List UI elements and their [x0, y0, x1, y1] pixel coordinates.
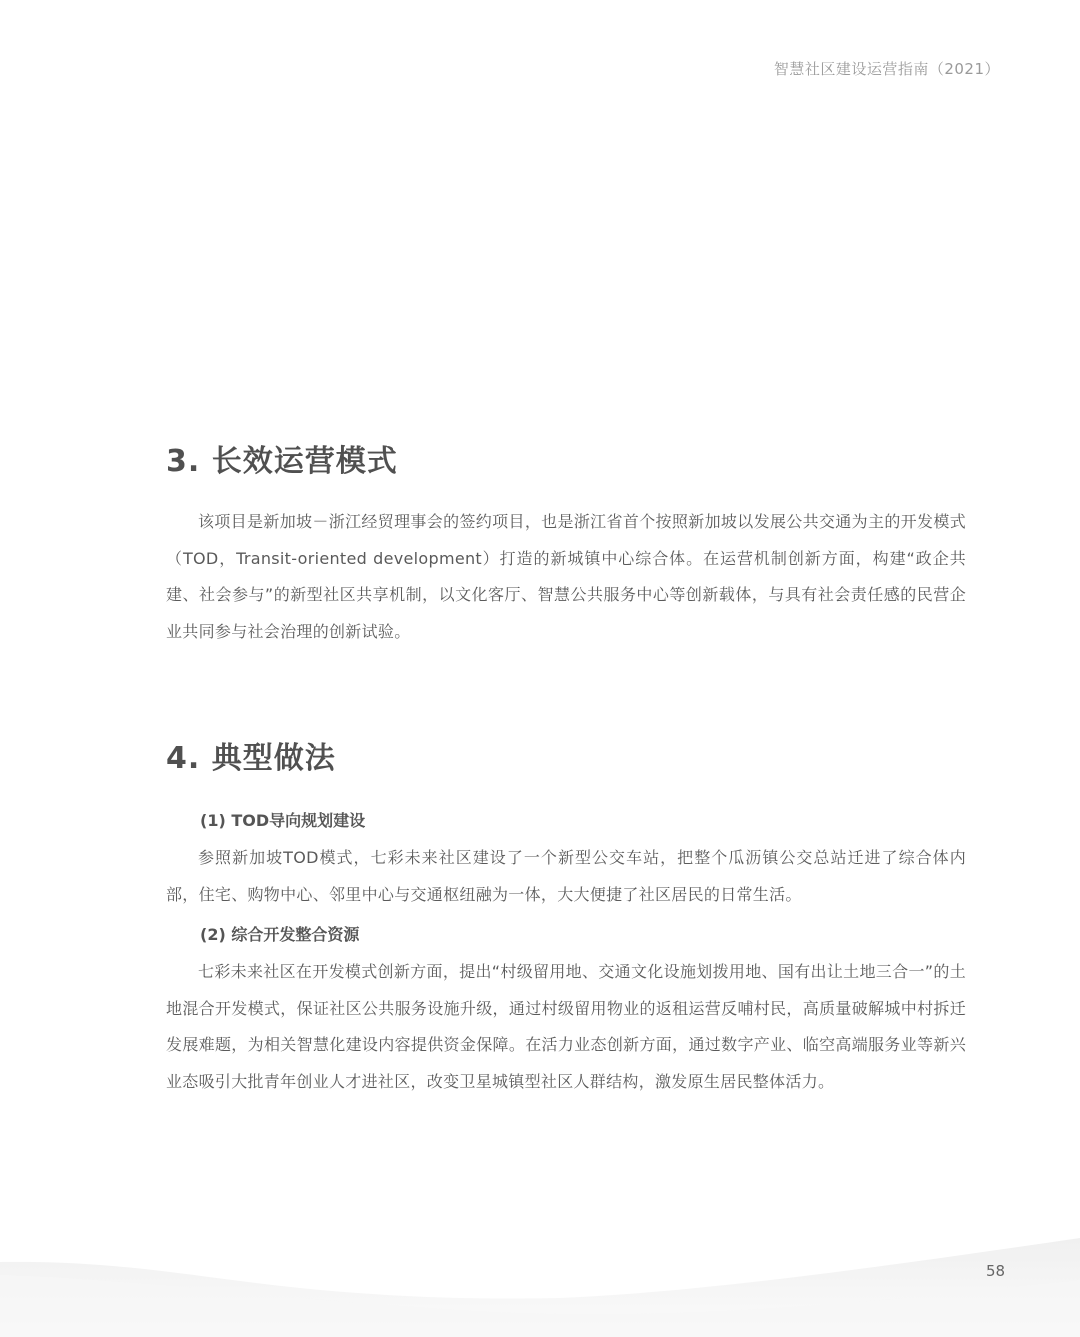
- subsection-2-heading: (2) 综合开发整合资源: [200, 925, 360, 944]
- footer-wave-decoration: [0, 1220, 1080, 1337]
- page-number: 58: [986, 1262, 1006, 1280]
- subsection-2-paragraph: 七彩未来社区在开发模式创新方面，提出“村级留用地、交通文化设施划拨用地、国有出让土地三合一”的土地混合开发模式，保证社区公共服务设施升级，通过村级留用物业的返租运营反哺村民，高质量破解城中村拆迁发展难题，为相关智慧化建设内容提供资金保障。在活力业态创新方面，通过数字产业、临空高端服务业等新兴业态吸引大批青年创业人才进社区，改变卫星城镇型社区人群结构，激发原生居民整体活力。: [166, 962, 966, 1091]
- subsection-1-heading: (1) TOD导向规划建设: [200, 811, 366, 830]
- section-3-paragraph: 该项目是新加坡－浙江经贸理事会的签约项目，也是浙江省首个按照新加坡以发展公共交通为主的开发模式（TOD，Transit-oriented development）打造的新城镇中心综合体。在运营机制创新方面，构建“政企共建、社会参与”的新型社区共享机制，以文化客厅、智慧公共服务中心等创新载体，与具有社会责任感的民营企业共同参与社会治理的创新试验。: [166, 512, 966, 641]
- subsection-1-paragraph: 参照新加坡TOD模式，七彩未来社区建设了一个新型公交车站，把整个瓜沥镇公交总站迁进了综合体内部，住宅、购物中心、邻里中心与交通枢纽融为一体，大大便捷了社区居民的日常生活。: [166, 848, 966, 904]
- section-3-title: 3. 长效运营模式: [166, 444, 398, 479]
- section-4-title: 4. 典型做法: [166, 741, 336, 776]
- running-header: 智慧社区建设运营指南（2021）: [773, 60, 1000, 78]
